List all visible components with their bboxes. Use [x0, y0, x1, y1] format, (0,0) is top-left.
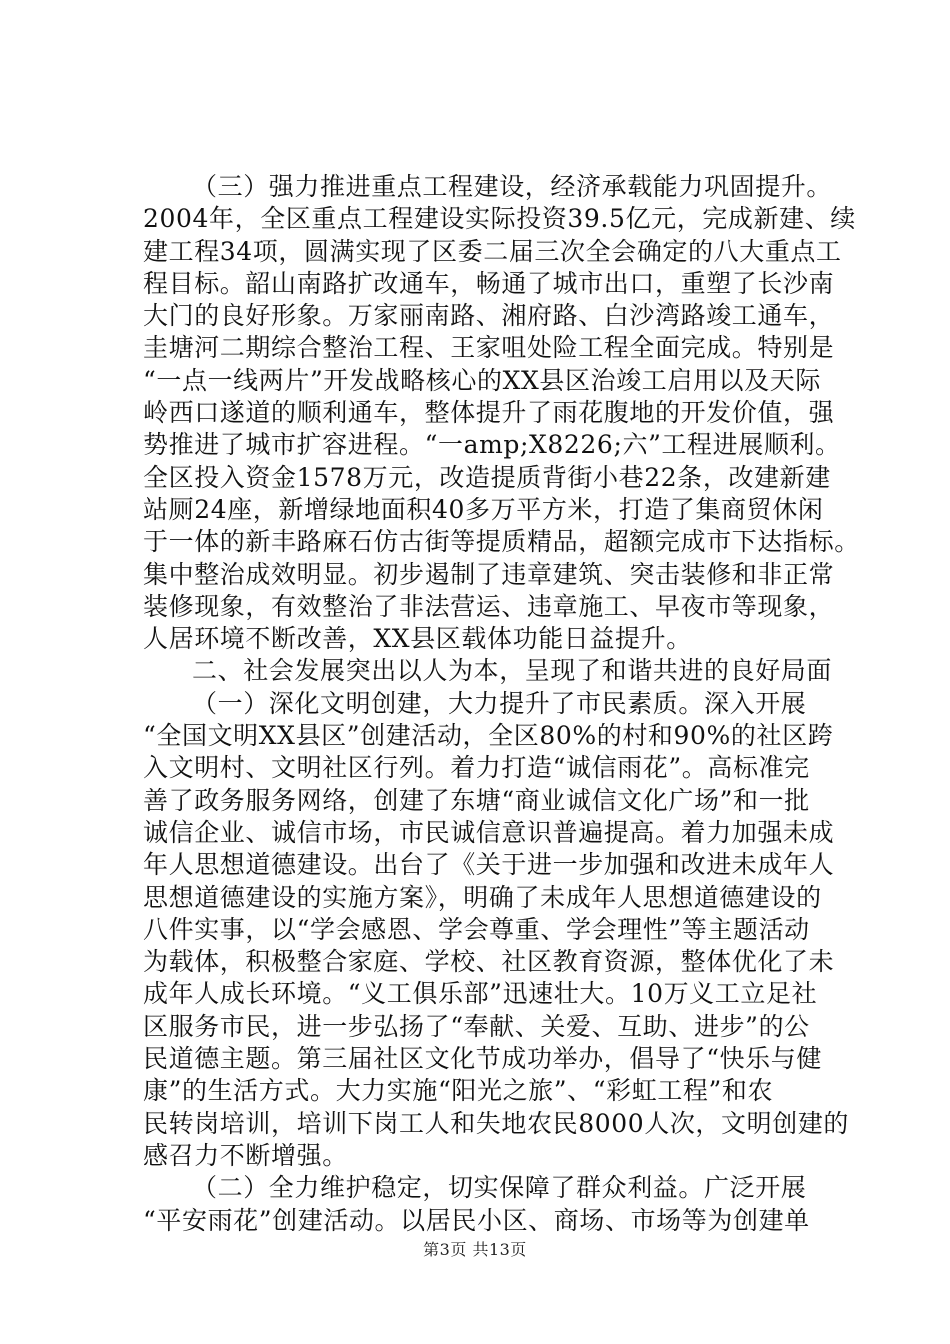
paragraph-line: 2004年，全区重点工程建设实际投资39.5亿元，完成新建、续 [143, 204, 856, 234]
paragraph-line: 善了政务服务网络，创建了东塘“商业诚信文化广场”和一批 [143, 785, 810, 815]
document-body [143, 171, 860, 1237]
paragraph-line: “全国文明XX县区”创建活动，全区80%的村和90%的社区跨 [143, 721, 834, 751]
paragraph-line: 站厕24座，新增绿地面积40多万平方米，打造了集商贸休闲 [143, 494, 824, 524]
paragraph-line: （三）强力推进重点工程建设，经济承载能力巩固提升。 [192, 172, 833, 201]
paragraph-line: 八件实事，以“学会感恩、学会尊重、学会理性”等主题活动 [143, 914, 810, 944]
paragraph-line: “一点一线两片”开发战略核心的XX县区治竣工启用以及天际 [143, 365, 821, 395]
paragraph-line: 人居环境不断改善，XX县区载体功能日益提升。 [143, 624, 692, 654]
paragraph-line: 思想道德建设的实施方案》，明确了未成年人思想道德建设的 [143, 882, 822, 912]
paragraph-line: 年人思想道德建设。出台了《关于进一步加强和改进未成年人 [143, 850, 835, 880]
paragraph-line: “平安雨花”创建活动。以居民小区、商场、市场等为创建单 [143, 1205, 810, 1235]
paragraph-line: 民道德主题。第三届社区文化节成功举办，倡导了“快乐与健 [143, 1044, 822, 1074]
paragraph-line: 大门的良好形象。万家丽南路、湘府路、白沙湾路竣工通车， [143, 301, 835, 331]
paragraph-line: 民转岗培训，培训下岗工人和失地农民8000人次，文明创建的 [143, 1108, 850, 1138]
paragraph-line: 建工程34项，圆满实现了区委二届三次全会确定的八大重点工 [143, 236, 842, 266]
paragraph-line: 全区投入资金1578万元，改造提质背街小巷22条，改建新建 [143, 462, 831, 492]
paragraph-line: 感召力不断增强。 [143, 1140, 348, 1170]
paragraph-line: 程目标。韶山南路扩改通车，畅通了城市出口，重塑了长沙南 [143, 268, 835, 298]
paragraph-line: 为载体，积极整合家庭、学校、社区教育资源，整体优化了未 [143, 947, 835, 977]
paragraph-line: 集中整治成效明显。初步遏制了违章建筑、突击装修和非正常 [143, 559, 835, 589]
paragraph-line: 成年人成长环境。“义工俱乐部”迅速壮大。10万义工立足社 [143, 979, 818, 1009]
paragraph-line: 岭西口遂道的顺利通车，整体提升了雨花腹地的开发价值，强 [143, 398, 835, 428]
paragraph-line: 圭塘河二期综合整治工程、王家咀处险工程全面完成。特别是 [143, 333, 835, 363]
page-footer [0, 1239, 950, 1261]
page-number-label: 第3页 共13页 [423, 1240, 527, 1259]
paragraph-line: 装修现象，有效整治了非法营运、违章施工、早夜市等现象， [143, 591, 835, 621]
paragraph-line: 康”的生活方式。大力实施“阳光之旅”、“彩虹工程”和农 [143, 1076, 774, 1106]
paragraph-line: 诚信企业、诚信市场，市民诚信意识普遍提高。着力加强未成 [143, 817, 835, 847]
paragraph-line: 区服务市民，进一步弘扬了“奉献、关爱、互助、进步”的公 [143, 1011, 810, 1041]
paragraph-line: （二）全力维护稳定，切实保障了群众利益。广泛开展 [192, 1173, 807, 1203]
paragraph-line: 于一体的新丰路麻石仿古街等提质精品，超额完成市下达指标。 [143, 527, 860, 557]
section-heading: 二、社会发展突出以人为本，呈现了和谐共进的良好局面 [192, 656, 833, 686]
paragraph-line: 入文明村、文明社区行列。着力打造“诚信雨花”。高标准完 [143, 753, 810, 783]
paragraph-line: 势推进了城市扩容进程。“一amp;X8226;六”工程进展顺利。 [143, 430, 841, 460]
paragraph-line: （一）深化文明创建，大力提升了市民素质。深入开展 [192, 688, 807, 718]
